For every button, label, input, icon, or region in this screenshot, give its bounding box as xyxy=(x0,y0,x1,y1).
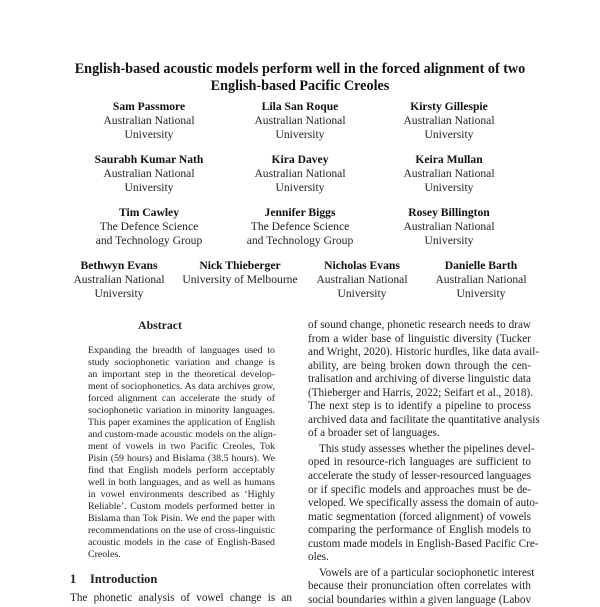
author-affiliation: University xyxy=(124,181,174,194)
author-block xyxy=(182,259,297,301)
author-name: Kirsty Gillespie xyxy=(410,100,488,113)
abstract-line: This paper examines the application of English xyxy=(88,417,275,428)
section-title: Introduction xyxy=(90,572,158,586)
text-line: and Wright, 2020). Historic hurdles, like data avail- xyxy=(308,346,540,359)
author-block xyxy=(254,100,345,142)
text-line: of a broader set of languages. xyxy=(308,427,440,440)
abstract-line: ment of vowels in two Pacific Creoles, Tok xyxy=(88,441,275,452)
right-column-text xyxy=(308,319,540,607)
abstract-line: acoustic models in the case of English-Based xyxy=(88,537,275,548)
author-affiliation: Australian National xyxy=(254,167,346,180)
text-line: The phonetic analysis of vowel change is an xyxy=(70,592,292,604)
abstract-body xyxy=(88,345,275,561)
abstract-line: study sociophonetic variation and change is xyxy=(88,357,275,368)
text-line: (Thieberger and Harris, 2022; Seifart et al., 2018). xyxy=(308,386,534,399)
author-affiliation: Australian National xyxy=(103,167,195,180)
author-block xyxy=(316,259,407,301)
text-line: because their pronunciation often correlates with xyxy=(308,580,531,593)
author-affiliation: Australian National xyxy=(403,167,495,180)
title-line: English-based Pacific Creoles xyxy=(210,77,390,94)
author-name: Nicholas Evans xyxy=(324,259,400,272)
author-block xyxy=(103,100,194,142)
abstract-line: Creoles. xyxy=(88,549,121,560)
abstract-line: Expanding the breadth of languages used to xyxy=(88,345,275,356)
author-block xyxy=(96,206,203,248)
abstract-line: Reliable’. Custom models performed better in xyxy=(88,501,275,512)
author-name: Tim Cawley xyxy=(118,206,179,219)
author-affiliation: and Technology Group xyxy=(95,234,203,247)
author-affiliation: Australian National xyxy=(73,273,165,286)
text-line: This study assesses whether the pipelines devel- xyxy=(319,442,535,455)
text-line: social boundaries within a given language (Labov xyxy=(308,593,532,606)
paragraph xyxy=(308,319,540,441)
paragraph xyxy=(308,566,535,607)
author-affiliation: and Technology Group xyxy=(246,234,354,247)
author-block xyxy=(403,206,494,248)
intro-left-text xyxy=(70,592,292,606)
text-line: accelerate the study of lesser-resourced languages xyxy=(308,470,532,483)
abstract-line: ment of sociophonetics. As data archives grow, xyxy=(88,381,275,392)
author-block xyxy=(254,153,345,195)
author-affiliation xyxy=(182,287,297,301)
text-line: comparing the performance of English models to xyxy=(308,524,531,537)
text-line: oped in resource-rich languages are sufficient to xyxy=(308,456,531,469)
title-line: English-based acoustic models perform well in the forced alignment of two xyxy=(74,61,526,77)
abstract-line: Pisin (59 hours) and Bislama (38.5 hours). We xyxy=(88,453,275,464)
author-affiliation: University xyxy=(456,287,506,300)
author-affiliation: University xyxy=(424,128,474,141)
author-name: Danielle Barth xyxy=(444,259,518,272)
section-heading-introduction xyxy=(70,572,157,586)
paper-title xyxy=(40,61,560,94)
author-name: Bethwyn Evans xyxy=(80,259,158,272)
text-line: ability, are being broken down through the cen- xyxy=(308,359,531,372)
text-line: matic segmentation (forced alignment) of vowels xyxy=(308,510,531,523)
text-line: from a wider base of linguistic diversity (Tucker xyxy=(308,332,531,345)
author-affiliation: Australian National xyxy=(103,114,195,127)
author-block xyxy=(435,259,526,301)
text-line: custom made models in English-Based Pacific Cre- xyxy=(308,537,539,550)
abstract-line: well in both languages, and as well as humans xyxy=(88,477,275,488)
author-affiliation: Australian National xyxy=(403,114,495,127)
author-block xyxy=(247,206,354,248)
author-block xyxy=(95,153,204,195)
author-affiliation: Australian National xyxy=(403,220,495,233)
author-affiliation: University xyxy=(275,128,325,141)
abstract-line: in vowel environments described as ‘Highly xyxy=(88,489,275,500)
author-name: Nick Thieberger xyxy=(199,259,281,272)
author-affiliation: Australian National xyxy=(435,273,527,286)
abstract-line: recommendations on the use of cross-linguistic xyxy=(88,525,275,536)
author-name: Keira Mullan xyxy=(415,153,483,166)
author-name: Rosey Billington xyxy=(408,206,490,219)
abstract-heading: Abstract xyxy=(138,318,182,332)
author-affiliation: University xyxy=(337,287,387,300)
text-line: tralisation and archiving of diverse linguistic data xyxy=(308,373,531,386)
author-name: Jennifer Biggs xyxy=(264,206,336,219)
author-affiliation: University xyxy=(275,181,325,194)
text-line: The next step is to identify a pipeline to process xyxy=(308,400,531,413)
author-affiliation: The Defence Science xyxy=(250,220,350,233)
text-line: veloped. We specifically assess the domain of auto- xyxy=(308,497,539,510)
author-affiliation: University of Melbourne xyxy=(182,273,298,286)
author-affiliation: University xyxy=(424,234,474,247)
author-affiliation: University xyxy=(94,287,144,300)
abstract-line: and custom-made acoustic models on the align- xyxy=(88,429,277,440)
author-block xyxy=(403,153,494,195)
author-name: Sam Passmore xyxy=(112,100,186,113)
abstract-line: find that English models perform acceptably xyxy=(88,465,275,476)
text-line: or if specific models and approaches must be de- xyxy=(308,483,531,496)
paragraph xyxy=(308,442,539,565)
author-affiliation: Australian National xyxy=(254,114,346,127)
section-number: 1 xyxy=(70,572,77,586)
author-affiliation: University xyxy=(424,181,474,194)
text-line: oles. xyxy=(308,551,329,564)
author-block xyxy=(403,100,494,142)
abstract-line: an important step in the theoretical develop- xyxy=(88,369,275,380)
author-affiliation: University xyxy=(124,128,174,141)
abstract-line: forced alignment can accelerate the study of xyxy=(88,393,275,404)
author-name: Lila San Roque xyxy=(261,100,339,113)
author-name: Kira Davey xyxy=(271,153,329,166)
author-block xyxy=(73,259,164,301)
author-affiliation: Australian National xyxy=(316,273,408,286)
author-affiliation: The Defence Science xyxy=(99,220,199,233)
abstract-line: Bislama than Tok Pisin. We end the paper with xyxy=(88,513,275,524)
author-name: Saurabh Kumar Nath xyxy=(94,153,204,166)
text-line: of sound change, phonetic research needs to draw xyxy=(308,319,531,331)
abstract-line: sociophonetic variation in minority languages. xyxy=(88,405,275,416)
text-line: archived data and facilitate the quantitative analysis xyxy=(308,413,540,426)
text-line: Vowels are of a particular sociophonetic interest xyxy=(319,566,535,579)
